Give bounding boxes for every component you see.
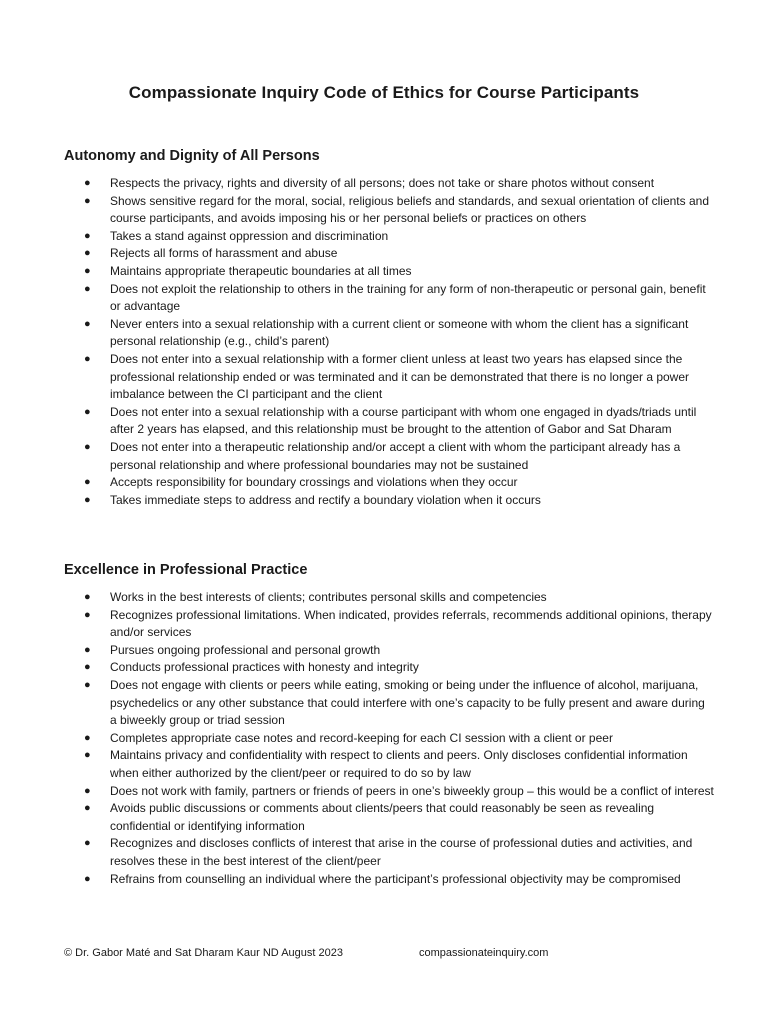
bullet-icon: ● [84,177,91,189]
footer-copyright: © Dr. Gabor Maté and Sat Dharam Kaur ND August 2023 [64,947,343,959]
bullet-icon: ● [84,837,91,850]
list-item: ● Takes a stand against oppression and discrimination [84,228,714,246]
list-item: ● Works in the best interests of clients; contributes personal skills and competencies [84,589,714,607]
list-item: ● Recognizes and discloses conflicts of interest that arise in the course of professional duties and activities, and resolves these in the best interest of the client/peer [84,836,693,868]
list-item: ● Does not work with family, partners or friends of peers in one’s biweekly group – this would be a conflict of interest [84,783,714,801]
list-item: ● Respects the privacy, rights and diversity of all persons; does not take or share photos without consent [84,175,714,193]
footer-website[interactable]: compassionateinquiry.com [419,947,549,959]
list-item: ● Rejects all forms of harassment and abuse [84,245,714,263]
list-item: ● Pursues ongoing professional and personal growth [84,642,714,660]
list-item: ● Maintains appropriate therapeutic boundaries at all times [84,263,714,281]
list-item: ● Does not exploit the relationship to others in the training for any form of non-therapeutic or personal gain, benefit or advantage [84,281,706,314]
bullet-icon: ● [84,405,91,418]
excellence-bullet-list [84,589,714,888]
list-item: ● Conducts professional practices with honesty and integrity [84,659,714,677]
bullet-icon: ● [84,194,91,207]
bullet-icon: ● [84,229,91,242]
bullet-icon: ● [84,282,91,295]
list-item: ● Completes appropriate case notes and record-keeping for each CI session with a client or peer [84,730,714,748]
bullet-icon: ● [84,661,91,674]
bullet-icon: ● [84,784,91,797]
bullet-icon: ● [84,493,91,506]
list-item: ● Never enters into a sexual relationship with a current client or someone with whom the client has a significant personal relationship (e.g., child’s parent) [84,316,689,349]
bullet-icon: ● [84,476,91,489]
bullet-icon: ● [84,317,91,330]
bullet-icon: ● [84,678,91,691]
document-title: Compassionate Inquiry Code of Ethics for Course Participants [128,83,640,102]
bullet-icon: ● [84,591,91,603]
autonomy-bullet-list [84,175,714,509]
bullet-icon: ● [84,440,91,453]
list-item: ● Does not enter into a sexual relationship with a former client unless at least two years has elapsed since the professional relationship ended or was terminated and it can be demonstrated that there is no longer a power imbalance between the CI participant and the client [84,351,690,402]
section-heading-excellence: Excellence in Professional Practice [64,562,308,578]
list-item: ● Refrains from counselling an individual where the participant’s professional objectivity may be compromised [84,871,714,889]
bullet-icon: ● [84,872,91,885]
bullet-icon: ● [84,749,91,762]
bullet-icon: ● [84,643,91,656]
list-item: ● Takes immediate steps to address and rectify a boundary violation when it occurs [84,492,714,510]
list-item: ● Does not enter into a therapeutic relationship and/or accept a client with whom the participant already has a personal relationship and where professional boundaries may not be sustained [84,439,681,472]
list-item: ● Shows sensitive regard for the moral, social, religious beliefs and standards, and sexual orientation of clients and course participants, and avoids imposing his or her personal beliefs or practices on others [84,193,709,226]
bullet-icon: ● [84,608,91,621]
list-item: ● Does not engage with clients or peers while eating, smoking or being under the influence of alcohol, marijuana, psychedelics or any other substance that could interfere with one’s capacity to be fully present and aware during a biweekly group or triad session [84,677,705,728]
bullet-icon: ● [84,731,91,744]
bullet-icon: ● [84,247,91,260]
bullet-icon: ● [84,802,91,815]
list-item: ● Does not enter into a sexual relationship with a course participant with whom one engaged in dyads/triads until after 2 years has elapsed, and this relationship must be brought to the attention of Gabor and Sat Dharam [84,404,697,437]
list-item: ● Maintains privacy and confidentiality with respect to clients and peers. Only discloses confidential information when either authorized by the client/peer or required to do so by law [84,748,688,780]
bullet-icon: ● [84,352,91,365]
list-item: ● Avoids public discussions or comments about clients/peers that could reasonably be seen as revealing confidential or identifying information [84,801,655,833]
list-item: ● Accepts responsibility for boundary crossings and violations when they occur [84,474,714,492]
bullet-icon: ● [84,264,91,277]
list-item: ● Recognizes professional limitations. When indicated, provides referrals, recommends additional opinions, therapy and/or services [84,607,712,640]
section-heading-autonomy: Autonomy and Dignity of All Persons [64,148,320,164]
